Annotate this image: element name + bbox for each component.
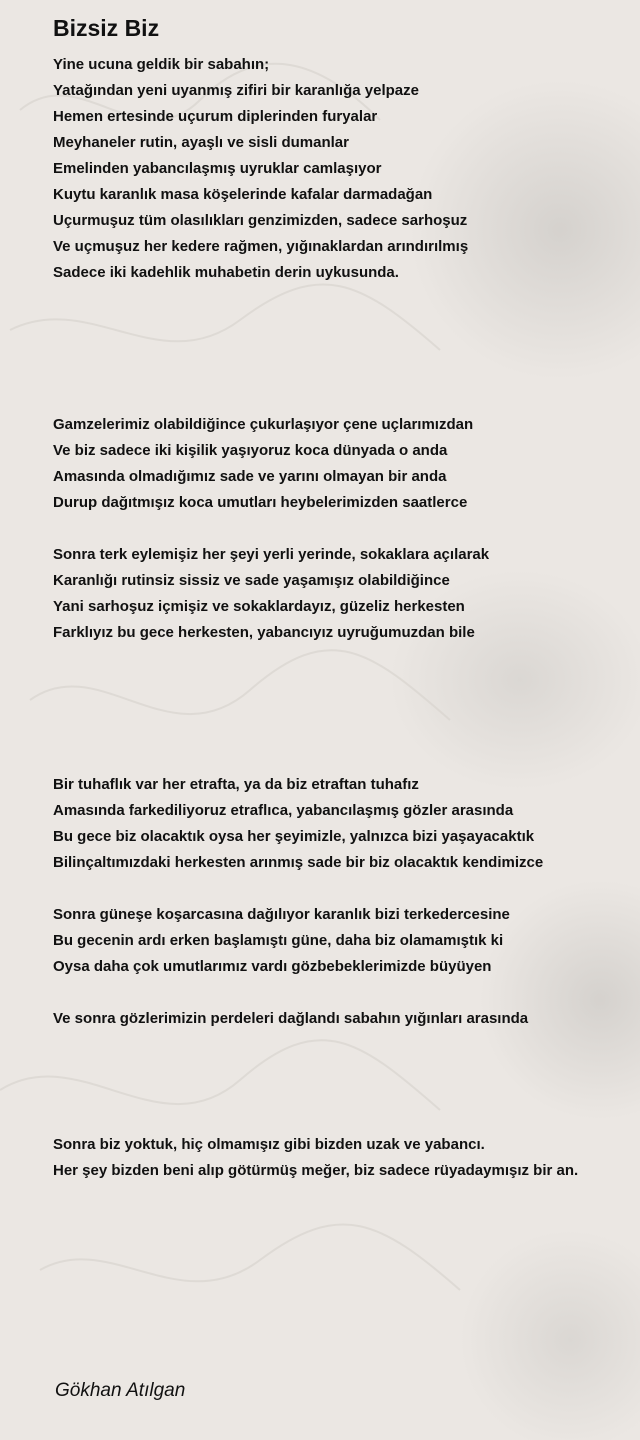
poem-author: Gökhan Atılgan	[55, 1380, 186, 1401]
poem-line: Oysa daha çok umutlarımız vardı gözbebeklerimizde büyüyen	[53, 958, 492, 975]
poem-line: Uçurmuşuz tüm olasılıkları genzimizden, sadece sarhoşuz	[53, 212, 468, 229]
poem-line: Sonra terk eylemişiz her şeyi yerli yerinde, sokaklara açılarak	[53, 546, 490, 563]
stanza	[53, 52, 468, 286]
poem-line: Karanlığı rutinsiz sissiz ve sade yaşamışız olabildiğince	[53, 572, 450, 589]
poem-line: Meyhaneler rutin, ayaşlı ve sisli dumanlar	[53, 134, 349, 151]
poem-line: Bilinçaltımızdaki herkesten arınmış sade bir biz olacaktık kendimizce	[53, 854, 544, 871]
poem-line: Yine ucuna geldik bir sabahın;	[53, 56, 270, 73]
stanza	[53, 412, 473, 516]
poem-line: Amasında farkediliyoruz etraflıca, yabancılaşmış gözler arasında	[53, 802, 514, 819]
stanza	[53, 772, 543, 876]
poem-line: Sonra güneşe koşarcasına dağılıyor karanlık bizi terkedercesine	[53, 906, 510, 923]
poem-title: Bizsiz Biz	[53, 15, 160, 41]
poem-line: Farklıyız bu gece herkesten, yabancıyız uyruğumuzdan bile	[53, 624, 475, 641]
poem-line: Gamzelerimiz olabildiğince çukurlaşıyor çene uçlarımızdan	[53, 416, 474, 433]
poem-line: Bir tuhaflık var her etrafta, ya da biz etraftan tuhafız	[53, 776, 419, 793]
poem-line: Bu gece biz olacaktık oysa her şeyimizle, yalnızca bizi yaşayacaktık	[53, 828, 535, 845]
stanza	[53, 1132, 578, 1184]
stanza	[53, 542, 489, 646]
poem-line: Ve sonra gözlerimizin perdeleri dağlandı sabahın yığınları arasında	[53, 1010, 529, 1027]
poem-line: Bu gecenin ardı erken başlamıştı güne, daha biz olamamıştık ki	[53, 932, 504, 949]
poem-line: Yatağından yeni uyanmış zifiri bir karanlığa yelpaze	[53, 82, 419, 99]
poem-line: Amasında olmadığımız sade ve yarını olmayan bir anda	[53, 468, 447, 485]
poem-line: Kuytu karanlık masa köşelerinde kafalar darmadağan	[53, 186, 433, 203]
poem-line: Yani sarhoşuz içmişiz ve sokaklardayız, güzeliz herkesten	[53, 598, 465, 615]
stanza	[53, 1006, 528, 1032]
poem-line: Ve biz sadece iki kişilik yaşıyoruz koca dünyada o anda	[53, 442, 448, 459]
poem-line: Durup dağıtmışız koca umutları heybelerimizden saatlerce	[53, 494, 468, 511]
poem-line: Ve uçmuşuz her kedere rağmen, yığınaklardan arındırılmış	[53, 238, 469, 255]
stanza	[53, 902, 510, 980]
poem-line: Hemen ertesinde uçurum diplerinden furyalar	[53, 108, 378, 125]
poem-line: Sadece iki kadehlik muhabetin derin uykusunda.	[53, 264, 399, 281]
poem-line: Sonra biz yoktuk, hiç olmamışız gibi bizden uzak ve yabancı.	[53, 1136, 485, 1153]
poem-line: Her şey bizden beni alıp götürmüş meğer, biz sadece rüyadaymışız bir an.	[53, 1162, 579, 1179]
poem-line: Emelinden yabancılaşmış uyruklar camlaşıyor	[53, 160, 382, 177]
